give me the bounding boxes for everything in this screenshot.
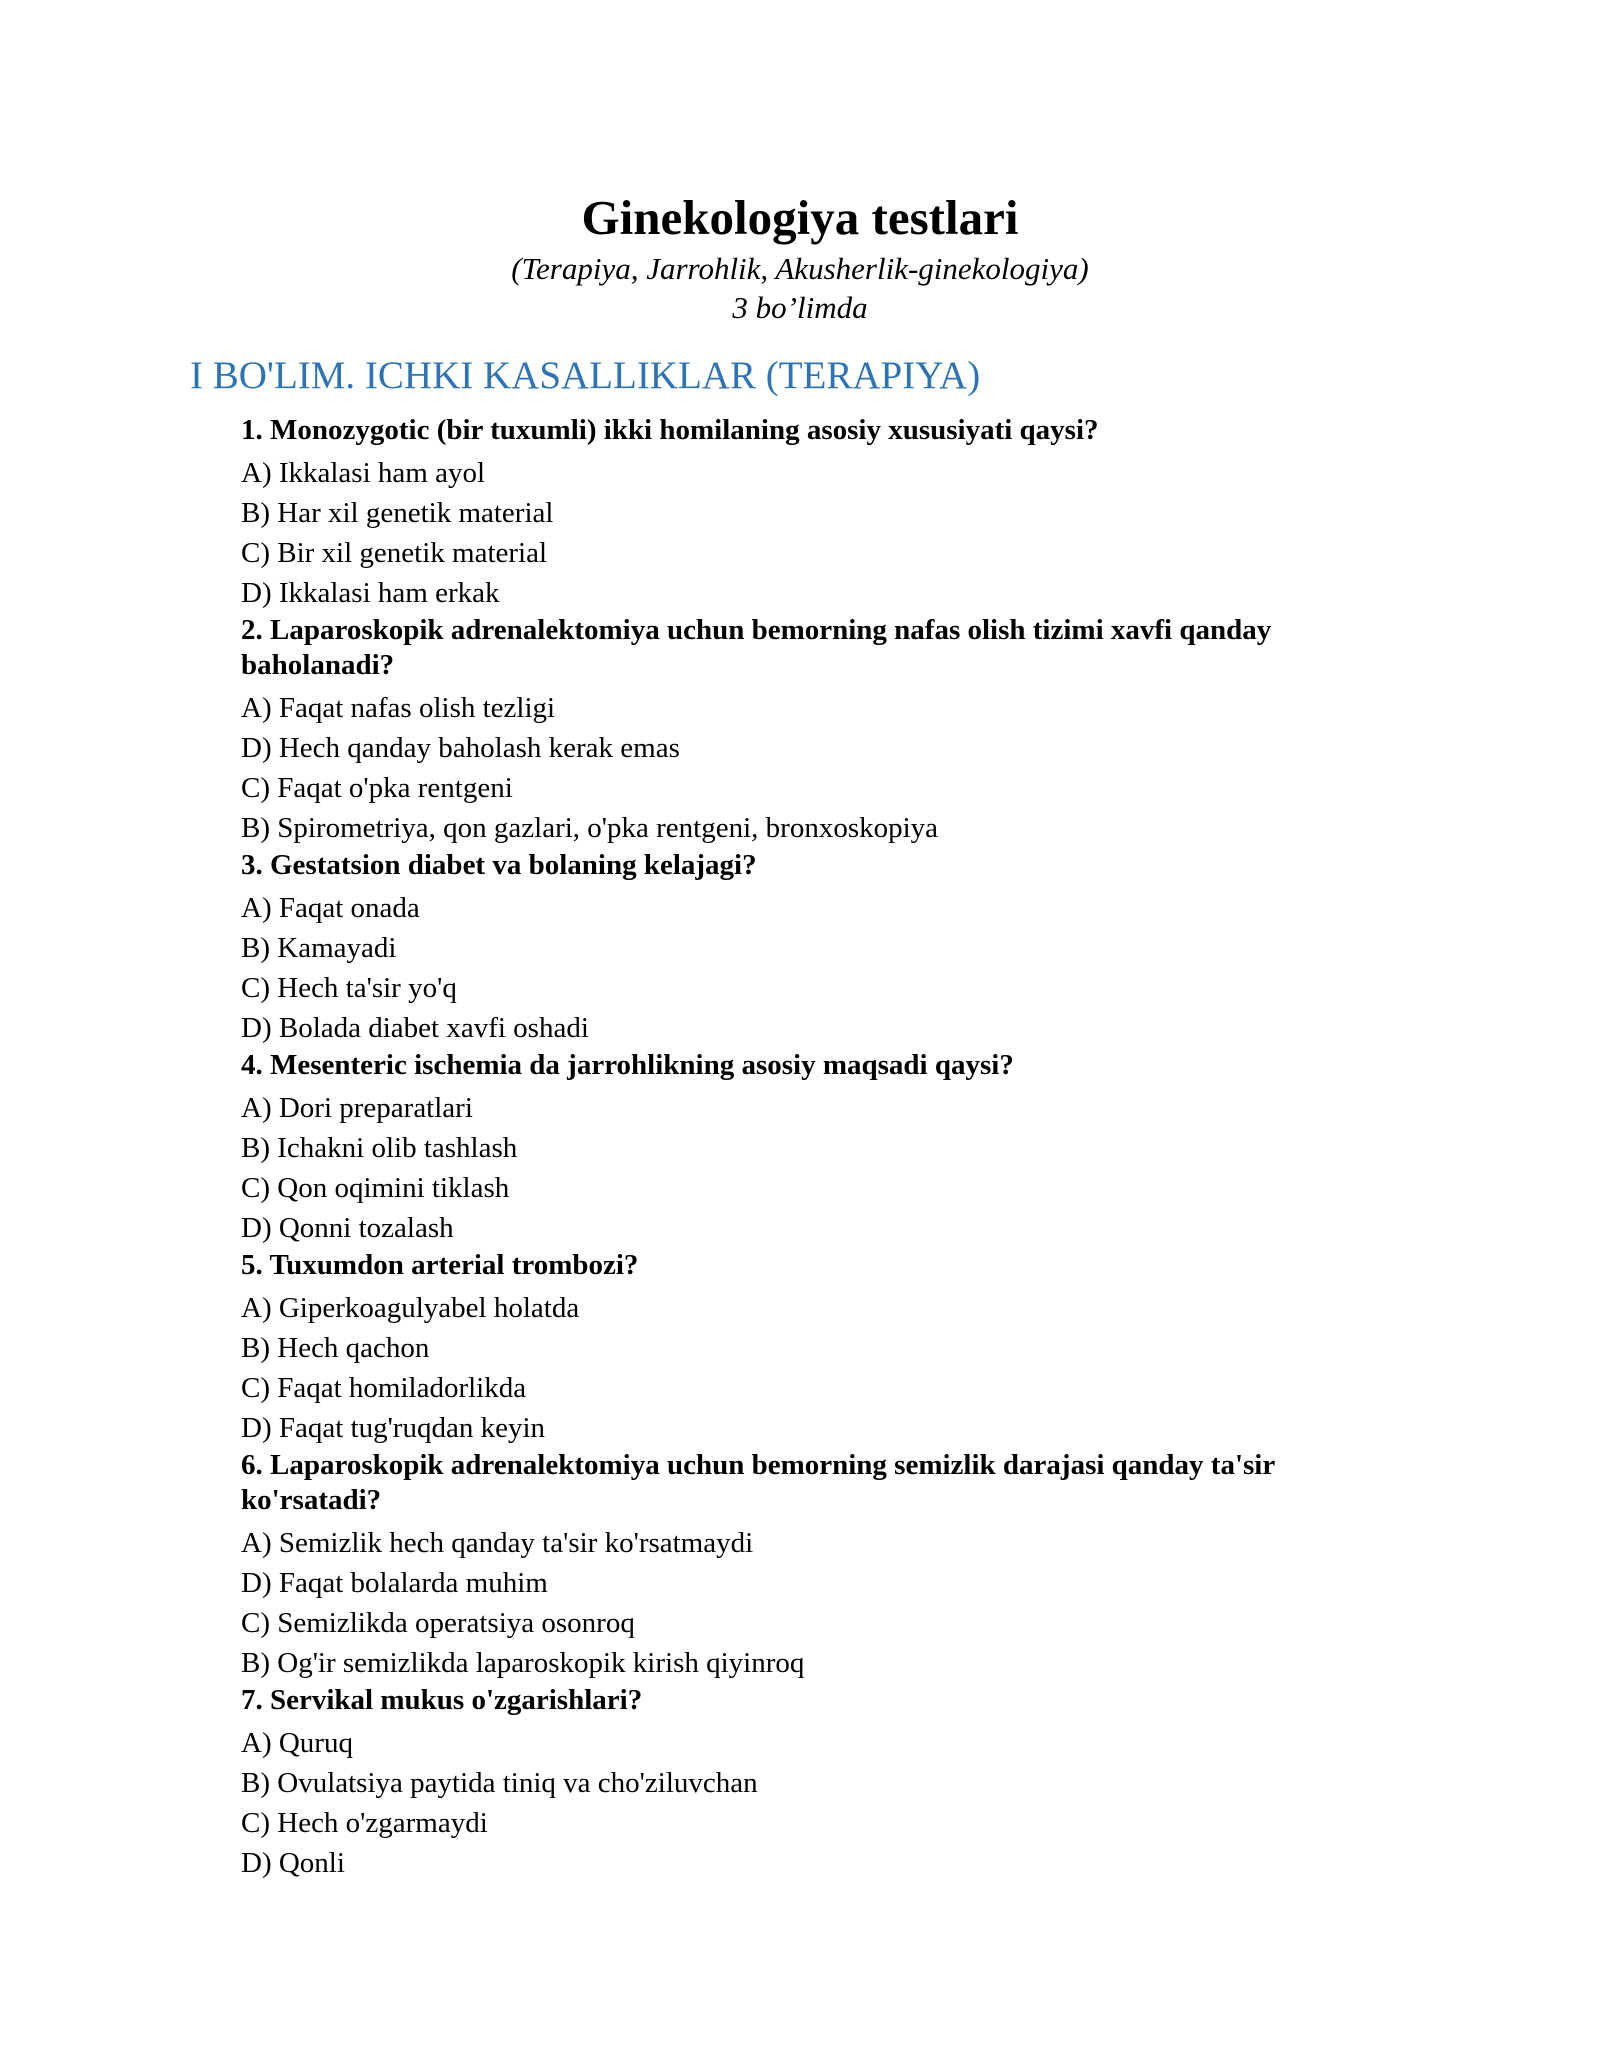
answer-option: A) Ikkalasi ham ayol	[241, 457, 486, 489]
document-header	[0, 186, 1600, 328]
question-item	[241, 1248, 1391, 1448]
answer-option: D) Ikkalasi ham erkak	[241, 577, 500, 609]
answer-option: B) Har xil genetik material	[241, 497, 554, 529]
answer-option: B) Og'ir semizlikda laparoskopik kirish qiyinroq	[241, 1647, 805, 1679]
answer-option: C) Faqat homiladorlikda	[241, 1372, 527, 1404]
answer-option: C) Bir xil genetik material	[241, 537, 548, 569]
answer-option: D) Hech qanday baholash kerak emas	[241, 732, 680, 764]
answer-option: B) Ichakni olib tashlash	[241, 1132, 518, 1164]
answer-option: D) Faqat tug'ruqdan keyin	[241, 1412, 546, 1444]
question-item	[241, 1048, 1391, 1248]
question-text: 4. Mesenteric ischemia da jarrohlikning asosiy maqsadi qaysi?	[241, 1049, 1014, 1081]
answer-option: A) Faqat nafas olish tezligi	[241, 692, 556, 724]
answer-option: A) Faqat onada	[241, 892, 420, 924]
question-text: 2. Laparoskopik adrenalektomiya uchun bemorning nafas olish tizimi xavfi qanday baholanadi?	[241, 614, 1272, 681]
answer-option: C) Semizlikda operatsiya osonroq	[241, 1607, 635, 1639]
question-text: 7. Servikal mukus o'zgarishlari?	[241, 1684, 643, 1716]
question-text: 3. Gestatsion diabet va bolaning kelajagi?	[241, 849, 757, 881]
question-text: 1. Monozygotic (bir tuxumli) ikki homilaning asosiy xususiyati qaysi?	[241, 414, 1099, 446]
answer-option: B) Spirometriya, qon gazlari, o'pka rentgeni, bronxoskopiya	[241, 812, 939, 844]
answer-option: C) Hech ta'sir yo'q	[241, 972, 457, 1004]
answer-option: A) Giperkoagulyabel holatda	[241, 1292, 580, 1324]
answer-option: C) Qon oqimini tiklash	[241, 1172, 510, 1204]
answer-option: A) Semizlik hech qanday ta'sir ko'rsatmaydi	[241, 1527, 754, 1559]
answer-option: A) Dori preparatlari	[241, 1092, 473, 1124]
question-text: 6. Laparoskopik adrenalektomiya uchun bemorning semizlik darajasi qanday ta'sir ko'rsatadi?	[241, 1449, 1275, 1516]
answer-option: D) Qonni tozalash	[241, 1212, 454, 1244]
question-item	[241, 848, 1391, 1048]
document-note: 3 bo’limda	[732, 290, 868, 325]
answer-option: A) Quruq	[241, 1727, 353, 1759]
question-item	[241, 413, 1391, 613]
answer-option: D) Qonli	[241, 1847, 345, 1879]
question-item	[241, 613, 1391, 848]
document-subtitle: (Terapiya, Jarrohlik, Akusherlik-ginekologiya)	[511, 251, 1089, 286]
answer-option: D) Faqat bolalarda muhim	[241, 1567, 548, 1599]
question-text: 5. Tuxumdon arterial trombozi?	[241, 1249, 639, 1281]
document-title: Ginekologiya testlari	[581, 190, 1019, 245]
question-list	[241, 413, 1391, 1883]
answer-option: C) Hech o'zgarmaydi	[241, 1807, 488, 1839]
answer-option: B) Ovulatsiya paytida tiniq va cho'ziluvchan	[241, 1767, 758, 1799]
question-item	[241, 1683, 1391, 1883]
answer-option: B) Kamayadi	[241, 932, 397, 964]
answer-option: C) Faqat o'pka rentgeni	[241, 772, 513, 804]
answer-option: B) Hech qachon	[241, 1332, 430, 1364]
question-item	[241, 1448, 1391, 1683]
answer-option: D) Bolada diabet xavfi oshadi	[241, 1012, 589, 1044]
section-heading: I BO'LIM. ICHKI KASALLIKLAR (TERAPIYA)	[190, 354, 981, 397]
